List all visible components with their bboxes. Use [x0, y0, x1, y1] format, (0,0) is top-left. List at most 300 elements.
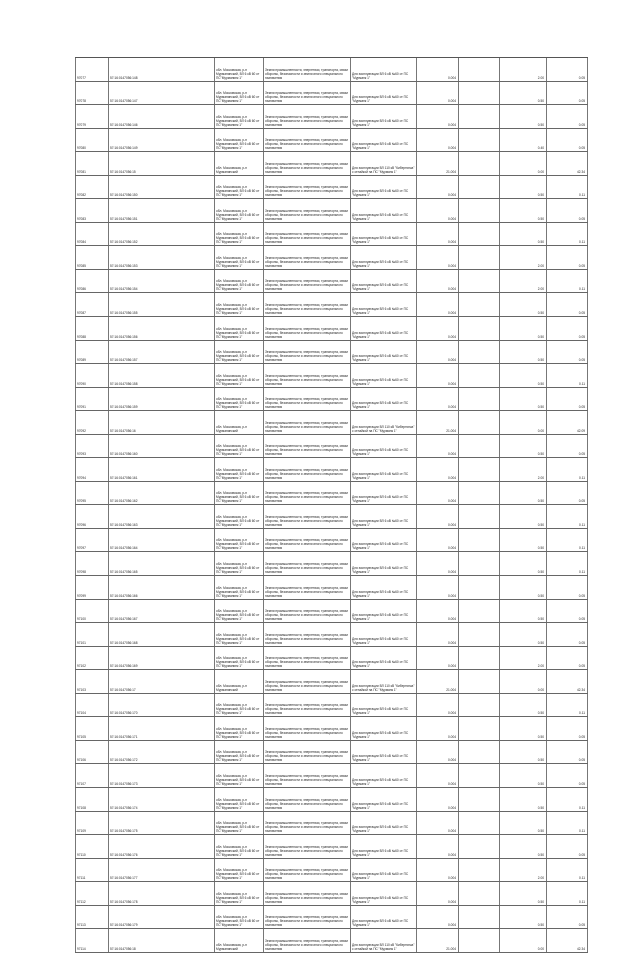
land-category-cell: [263, 152, 350, 175]
area-text: 0.004: [448, 664, 456, 669]
value-cell: [499, 246, 546, 269]
area-text: 0.004: [448, 522, 456, 527]
total-text: 0.05: [578, 923, 585, 928]
cadastral-number-cell: [108, 835, 214, 858]
total-cell: [546, 223, 588, 246]
cadastral-number-cell: [108, 812, 214, 835]
value-text: 0.50: [537, 381, 544, 386]
cadastral-number-text: 57:16:0147056:173: [110, 781, 138, 786]
address-cell: [214, 435, 263, 458]
address-text: обл. Московская, р-н Мурманинский, ВЛ 6 кВ 60 от ПС"Мурманинк 1": [216, 255, 260, 268]
table-row: [75, 882, 588, 906]
address-text: обл. Московская, р-н Мурманинский, ВЛ 6 кВ 60 от ПС"Мурманинк 1": [216, 632, 260, 645]
permitted-use-cell: [350, 411, 416, 434]
address-cell: [214, 293, 263, 316]
permitted-use-cell: [350, 552, 416, 575]
area-cell: [416, 223, 458, 246]
cadastral-number-text: 57:16:0147056:166: [110, 593, 138, 598]
table-row: [75, 270, 588, 294]
land-category-cell: [263, 906, 350, 929]
address-cell: [214, 246, 263, 269]
cadastral-number-text: 57:16:0147056:163: [110, 522, 138, 527]
permitted-use-text: Для эксплуатации ВЛ 6 кВ №60 от ПС "Мурманк 1": [352, 189, 409, 198]
value-text: 0.50: [537, 899, 544, 904]
value-text: 0.50: [537, 570, 544, 575]
value-cell: [499, 435, 546, 458]
record-id-cell: [75, 812, 108, 835]
total-text: 0.05: [578, 75, 585, 80]
cadastral-number-cell: [108, 223, 214, 246]
value-cell: [499, 482, 546, 505]
total-text: 0.11: [579, 381, 585, 386]
record-id-cell: [75, 458, 108, 481]
cadastral-number-text: 57:16:0147056:152: [110, 240, 138, 245]
area-text: 0.004: [448, 923, 456, 928]
land-category-text: Земли промышленности, энергетики, транспорта, связи обороны, безопасности и земли иного специального назначения: [265, 891, 348, 904]
empty-cell: [458, 623, 499, 646]
address-cell: [214, 223, 263, 246]
cadastral-number-cell: [108, 859, 214, 882]
total-text: 0.05: [578, 146, 585, 151]
table-row: [75, 717, 588, 741]
area-cell: [416, 788, 458, 811]
value-text: 2.00: [537, 664, 544, 669]
land-category-cell: [263, 788, 350, 811]
permitted-use-text: Для эксплуатации ВЛ 6 кВ №60 от ПС "Мурманк 1": [352, 872, 409, 881]
value-cell: [499, 341, 546, 364]
land-category-text: Земли промышленности, энергетики, транспорта, связи обороны, безопасности и земли иного специального назначения: [265, 821, 348, 834]
total-text: 0.11: [579, 193, 585, 198]
record-id-text: 97097: [77, 546, 86, 551]
total-cell: [546, 388, 588, 411]
cadastral-number-text: 57:16:0147056:168: [110, 640, 138, 645]
table-row: [75, 529, 588, 553]
value-text: 0.50: [537, 852, 544, 857]
permitted-use-cell: [350, 435, 416, 458]
record-id-cell: [75, 293, 108, 316]
total-cell: [546, 341, 588, 364]
record-id-text: 97078: [77, 99, 86, 104]
value-cell: [499, 458, 546, 481]
area-text: 0.004: [448, 311, 456, 316]
land-category-cell: [263, 741, 350, 764]
area-cell: [416, 341, 458, 364]
record-id-text: 97083: [77, 216, 86, 221]
address-text: обл. Московская, р-н Мурманинский, ВЛ 6 кВ 60 от ПС"Мурманинк 1": [216, 373, 260, 386]
area-text: 21.004: [446, 169, 456, 174]
record-id-text: 97101: [77, 640, 86, 645]
address-text: обл. Московская, р-н Мурманинский, ВЛ 6 кВ 60 от ПС"Мурманинк 1": [216, 703, 260, 716]
address-text: обл. Московская, р-н Мурманинский, ВЛ 6 кВ 60 от ПС"Мурманинк 1": [216, 467, 260, 480]
record-id-cell: [75, 223, 108, 246]
address-text: обл. Московская, р-н Мурманинский, ВЛ 6 кВ 60 от ПС"Мурманинк 1": [216, 67, 260, 80]
permitted-use-cell: [350, 223, 416, 246]
cadastral-number-cell: [108, 199, 214, 222]
land-category-text: Земли промышленности, энергетики, транспорта, связи обороны, безопасности и земли иного специального назначения: [265, 255, 348, 268]
area-cell: [416, 882, 458, 905]
total-text: 0.11: [579, 287, 585, 292]
address-cell: [214, 647, 263, 670]
record-id-cell: [75, 364, 108, 387]
land-category-cell: [263, 317, 350, 340]
table-row: [75, 176, 588, 200]
cadastral-number-cell: [108, 341, 214, 364]
address-text: обл. Московская, р-н Мурманинский, ВЛ 6 кВ 60 от ПС"Мурманинк 1": [216, 444, 260, 457]
address-cell: [214, 576, 263, 599]
total-cell: [546, 552, 588, 575]
value-cell: [499, 270, 546, 293]
total-text: 0.05: [578, 263, 585, 268]
record-id-text: 97095: [77, 499, 86, 504]
permitted-use-cell: [350, 906, 416, 929]
address-cell: [214, 176, 263, 199]
total-cell: [546, 694, 588, 717]
cadastral-number-cell: [108, 764, 214, 787]
table-row: [75, 812, 588, 836]
table-row: [75, 341, 588, 365]
permitted-use-cell: [350, 929, 416, 952]
value-cell: [499, 505, 546, 528]
empty-cell: [458, 717, 499, 740]
total-text: 42.34: [577, 169, 585, 174]
value-text: 0.50: [537, 193, 544, 198]
address-text: обл. Московская, р-н Мурманинский, ВЛ 6 кВ 60 от ПС"Мурманинк 1": [216, 891, 260, 904]
total-text: 0.11: [579, 711, 585, 716]
land-category-cell: [263, 293, 350, 316]
total-cell: [546, 176, 588, 199]
permitted-use-text: Для эксплуатации ВЛ 6 кВ №60 от ПС "Мурманк 1": [352, 307, 409, 316]
land-category-text: Земли промышленности, энергетики, транспорта, связи обороны, безопасности и земли иного специального назначения: [265, 420, 348, 433]
value-text: 0.50: [537, 734, 544, 739]
permitted-use-cell: [350, 576, 416, 599]
value-text: 0.00: [537, 428, 544, 433]
area-text: 0.004: [448, 829, 456, 834]
permitted-use-cell: [350, 741, 416, 764]
value-cell: [499, 812, 546, 835]
record-id-text: 97106: [77, 758, 86, 763]
record-id-text: 97080: [77, 146, 86, 151]
area-text: 0.004: [448, 805, 456, 810]
total-cell: [546, 458, 588, 481]
land-category-text: Земли промышленности, энергетики, транспорта, связи обороны, безопасности и земли иного специального назначения: [265, 444, 348, 457]
cadastral-number-cell: [108, 788, 214, 811]
cadastral-number-cell: [108, 552, 214, 575]
area-text: 0.004: [448, 122, 456, 127]
total-text: 0.11: [579, 829, 585, 834]
permitted-use-text: Для эксплуатации ВЛ 110 кВ "Кибертинка" с отпайкой на ПС "Мурманк 1": [352, 165, 415, 174]
cadastral-number-text: 57:16:0147056:146: [110, 122, 138, 127]
empty-cell: [458, 788, 499, 811]
record-id-text: 97099: [77, 593, 86, 598]
permitted-use-cell: [350, 82, 416, 105]
permitted-use-cell: [350, 129, 416, 152]
record-id-text: 97088: [77, 334, 86, 339]
value-text: 2.00: [537, 263, 544, 268]
area-cell: [416, 199, 458, 222]
area-cell: [416, 529, 458, 552]
cadastral-number-cell: [108, 388, 214, 411]
area-cell: [416, 105, 458, 128]
address-cell: [214, 882, 263, 905]
land-category-text: Земли промышленности, энергетики, транспорта, связи обороны, безопасности и земли иного специального назначения: [265, 609, 348, 622]
address-cell: [214, 458, 263, 481]
record-id-cell: [75, 882, 108, 905]
area-text: 0.004: [448, 781, 456, 786]
total-text: 0.05: [578, 758, 585, 763]
record-id-text: 97093: [77, 452, 86, 457]
empty-cell: [458, 223, 499, 246]
record-id-text: 97110: [77, 852, 86, 857]
empty-cell: [458, 317, 499, 340]
value-cell: [499, 788, 546, 811]
table-row: [75, 694, 588, 718]
total-text: 0.11: [579, 570, 585, 575]
total-cell: [546, 129, 588, 152]
area-text: 0.004: [448, 381, 456, 386]
cadastral-number-text: 57:16:0147056:18: [110, 946, 136, 951]
record-id-text: 97103: [77, 687, 86, 692]
permitted-use-cell: [350, 859, 416, 882]
permitted-use-cell: [350, 58, 416, 81]
record-id-cell: [75, 317, 108, 340]
value-cell: [499, 882, 546, 905]
table-row: [75, 293, 588, 317]
record-id-text: 97086: [77, 287, 86, 292]
permitted-use-text: Для эксплуатации ВЛ 6 кВ №60 от ПС "Мурманк 1": [352, 118, 409, 127]
total-text: 0.05: [578, 781, 585, 786]
permitted-use-text: Для эксплуатации ВЛ 6 кВ №60 от ПС "Мурманк 1": [352, 848, 409, 857]
area-text: 0.004: [448, 287, 456, 292]
cadastral-number-text: 57:16:0147056:167: [110, 617, 138, 622]
record-id-cell: [75, 906, 108, 929]
address-text: обл. Московская, р-н Мурманинский, ВЛ 6 кВ 60 от ПС"Мурманинк 1": [216, 538, 260, 551]
land-category-cell: [263, 576, 350, 599]
value-cell: [499, 906, 546, 929]
total-cell: [546, 764, 588, 787]
permitted-use-cell: [350, 670, 416, 693]
permitted-use-cell: [350, 458, 416, 481]
total-text: 0.05: [578, 664, 585, 669]
address-cell: [214, 482, 263, 505]
value-cell: [499, 835, 546, 858]
empty-cell: [458, 458, 499, 481]
total-cell: [546, 105, 588, 128]
address-cell: [214, 270, 263, 293]
permitted-use-text: Для эксплуатации ВЛ 6 кВ №60 от ПС "Мурманк 1": [352, 542, 409, 551]
cadastral-number-text: 57:16:0147056:165: [110, 570, 138, 575]
land-category-text: Земли промышленности, энергетики, транспорта, связи обороны, безопасности и земли иного специального назначения: [265, 868, 348, 881]
value-cell: [499, 199, 546, 222]
land-category-text: Земли промышленности, энергетики, транспорта, связи обороны, безопасности и земли иного специального назначения: [265, 585, 348, 598]
land-category-cell: [263, 670, 350, 693]
cadastral-number-text: 57:16:0147056:170: [110, 711, 138, 716]
land-category-text: Земли промышленности, энергетики, транспорта, связи обороны, безопасности и земли иного специального назначения: [265, 514, 348, 527]
cadastral-number-cell: [108, 82, 214, 105]
land-category-text: Земли промышленности, энергетики, транспорта, связи обороны, безопасности и земли иного специального назначения: [265, 656, 348, 669]
area-cell: [416, 764, 458, 787]
table-row: [75, 764, 588, 788]
permitted-use-text: Для эксплуатации ВЛ 6 кВ №60 от ПС "Мурманк 1": [352, 236, 409, 245]
land-category-text: Земли промышленности, энергетики, транспорта, связи обороны, безопасности и земли иного специального назначения: [265, 232, 348, 245]
permitted-use-text: Для эксплуатации ВЛ 6 кВ №60 от ПС "Мурманк 1": [352, 613, 409, 622]
area-cell: [416, 176, 458, 199]
permitted-use-cell: [350, 647, 416, 670]
permitted-use-text: Для эксплуатации ВЛ 6 кВ №60 от ПС "Мурманк 1": [352, 919, 409, 928]
table-row: [75, 458, 588, 482]
address-cell: [214, 812, 263, 835]
empty-cell: [458, 576, 499, 599]
table-row: [75, 223, 588, 247]
address-cell: [214, 600, 263, 623]
cadastral-number-text: 57:16:0147056:177: [110, 876, 138, 881]
area-cell: [416, 505, 458, 528]
total-cell: [546, 529, 588, 552]
cadastral-number-cell: [108, 694, 214, 717]
record-id-text: 97091: [77, 405, 86, 410]
total-cell: [546, 929, 588, 952]
table-row: [75, 670, 588, 694]
cadastral-number-text: 57:16:0147056:156: [110, 334, 138, 339]
table-row: [75, 576, 588, 600]
cadastral-number-text: 57:16:0147056:162: [110, 499, 138, 504]
record-id-cell: [75, 82, 108, 105]
empty-cell: [458, 670, 499, 693]
address-text: обл. Московская, р-н Мурманинский, ВЛ 6 кВ 60 от ПС"Мурманинк 1": [216, 303, 260, 316]
address-text: обл. Московская, р-н Мурманинский, ВЛ 6 кВ 60 от ПС"Мурманинк 1": [216, 397, 260, 410]
address-cell: [214, 906, 263, 929]
area-cell: [416, 552, 458, 575]
area-cell: [416, 717, 458, 740]
address-cell: [214, 129, 263, 152]
address-text: обл. Московская, р-н Мурманинский, ВЛ 6 кВ 60 от ПС"Мурманинк 1": [216, 609, 260, 622]
value-cell: [499, 176, 546, 199]
area-cell: [416, 129, 458, 152]
total-text: 0.05: [578, 99, 585, 104]
permitted-use-cell: [350, 105, 416, 128]
table-row: [75, 364, 588, 388]
area-text: 21.004: [446, 687, 456, 692]
value-cell: [499, 694, 546, 717]
area-text: 0.004: [448, 334, 456, 339]
record-id-cell: [75, 411, 108, 434]
address-text: обл. Московская, р-н Мурманинский, ВЛ 6 кВ 60 от ПС"Мурманинк 1": [216, 915, 260, 928]
value-text: 0.00: [537, 169, 544, 174]
total-cell: [546, 788, 588, 811]
total-cell: [546, 482, 588, 505]
empty-cell: [458, 882, 499, 905]
land-category-text: Земли промышленности, энергетики, транспорта, связи обороны, безопасности и земли иного специального назначения: [265, 773, 348, 786]
permitted-use-cell: [350, 388, 416, 411]
total-cell: [546, 152, 588, 175]
land-category-cell: [263, 623, 350, 646]
total-text: 42.34: [577, 946, 585, 951]
area-cell: [416, 694, 458, 717]
total-cell: [546, 82, 588, 105]
permitted-use-cell: [350, 835, 416, 858]
area-text: 0.004: [448, 99, 456, 104]
cadastral-number-cell: [108, 600, 214, 623]
land-category-cell: [263, 812, 350, 835]
cadastral-number-text: 57:16:0147056:17: [110, 687, 136, 692]
address-text: обл. Московская, р-н Мурманинский, ВЛ 6 кВ 60 от ПС"Мурманинк 1": [216, 821, 260, 834]
record-id-text: 97089: [77, 358, 86, 363]
area-text: 0.004: [448, 452, 456, 457]
address-cell: [214, 199, 263, 222]
record-id-text: 97113: [77, 923, 86, 928]
permitted-use-text: Для эксплуатации ВЛ 6 кВ №60 от ПС "Мурманк 1": [352, 754, 409, 763]
empty-cell: [458, 199, 499, 222]
land-category-cell: [263, 835, 350, 858]
permitted-use-text: Для эксплуатации ВЛ 6 кВ №60 от ПС "Мурманк 1": [352, 95, 409, 104]
permitted-use-cell: [350, 176, 416, 199]
land-category-cell: [263, 82, 350, 105]
area-cell: [416, 929, 458, 952]
cadastral-number-text: 57:16:0147056:178: [110, 899, 138, 904]
table-row: [75, 906, 588, 930]
address-cell: [214, 505, 263, 528]
address-cell: [214, 741, 263, 764]
record-id-cell: [75, 482, 108, 505]
total-cell: [546, 199, 588, 222]
cadastral-number-cell: [108, 529, 214, 552]
value-text: 0.50: [537, 405, 544, 410]
total-text: 0.05: [578, 452, 585, 457]
cadastral-number-text: 57:16:0147056:175: [110, 829, 138, 834]
permitted-use-cell: [350, 246, 416, 269]
empty-cell: [458, 341, 499, 364]
value-cell: [499, 129, 546, 152]
land-category-text: Земли промышленности, энергетики, транспорта, связи обороны, безопасности и земли иного специального назначения: [265, 750, 348, 763]
address-cell: [214, 835, 263, 858]
empty-cell: [458, 764, 499, 787]
value-text: 2.00: [537, 287, 544, 292]
table-row: [75, 82, 588, 106]
address-text: обл. Московская, р-н Мурманинский, ВЛ 6 кВ 60 от ПС"Мурманинк 1": [216, 326, 260, 339]
land-category-cell: [263, 364, 350, 387]
value-text: 0.50: [537, 617, 544, 622]
land-category-text: Земли промышленности, энергетики, транспорта, связи обороны, безопасности и земли иного специального назначения: [265, 279, 348, 292]
area-text: 21.004: [446, 428, 456, 433]
cadastral-number-text: 57:16:0147056:154: [110, 287, 138, 292]
cadastral-number-cell: [108, 482, 214, 505]
address-cell: [214, 929, 263, 952]
address-text: обл. Московская, р-н Мурманинский, ВЛ 6 кВ 60 от ПС"Мурманинк 1": [216, 138, 260, 151]
area-text: 0.004: [448, 570, 456, 575]
cadastral-number-cell: [108, 929, 214, 952]
total-cell: [546, 58, 588, 81]
total-text: 0.05: [578, 734, 585, 739]
empty-cell: [458, 552, 499, 575]
total-cell: [546, 647, 588, 670]
land-category-cell: [263, 270, 350, 293]
empty-cell: [458, 388, 499, 411]
record-id-cell: [75, 835, 108, 858]
value-text: 0.00: [537, 687, 544, 692]
area-cell: [416, 741, 458, 764]
address-text: обл. Московская, р-н Мурманинский, ВЛ 6 кВ 60 от ПС"Мурманинк 1": [216, 750, 260, 763]
cadastral-number-cell: [108, 58, 214, 81]
total-cell: [546, 717, 588, 740]
record-id-text: 97079: [77, 122, 86, 127]
address-cell: [214, 364, 263, 387]
address-cell: [214, 717, 263, 740]
land-category-cell: [263, 246, 350, 269]
land-category-cell: [263, 529, 350, 552]
record-id-cell: [75, 388, 108, 411]
cadastral-number-text: 57:16:0147056:172: [110, 758, 138, 763]
empty-cell: [458, 600, 499, 623]
cadastral-number-cell: [108, 411, 214, 434]
